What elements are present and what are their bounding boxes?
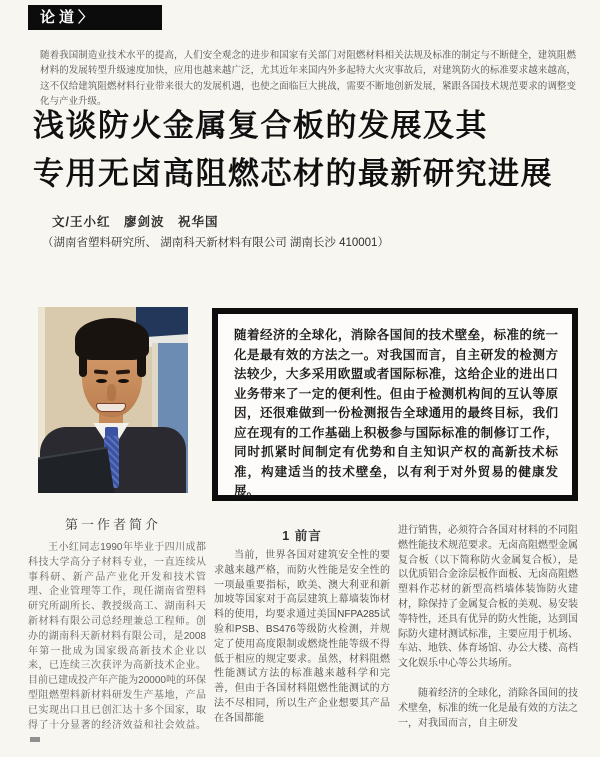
article-title-line1: 浅谈防火金属复合板的发展及其 (33, 108, 488, 143)
abstract-text: 随着经济的全球化，消除各国间的技术壁垒，标准的统一化是最有效的方法之一。对我国而言，自主研发的检测方法较少，大多采用欧盟或者国际标准，这给企业的进出口业务带来了一定的便利性。但由于检测机构间的互认等原因，还很难做到一份检测报告全球通用的最终目标，我们应在现有的工作基础上积极参与国际标准的制修订工作，同时抓紧时间制定有优势和自主知识产权的高新技术标准，构建适当的技术壁垒，以有利于对外贸易的健康发展。 (234, 328, 558, 498)
column-badge: 论道〉 (28, 5, 162, 30)
section-heading-preface: 1 前言 (282, 529, 322, 543)
photo-hair-right (137, 349, 146, 377)
photo-nose (107, 384, 116, 401)
author-bio-text: 王小红同志1990年毕业于四川成都科技大学高分子材料专业，一直连续从事科研、新产品产业化开发和技术管理、企业管理等工作，现任湖南省塑料研究所副所长、教授级高工、湖南科天新材料有限公司总经理兼总工程师。创办的湖南科天新材料有限公司，是2008年第一批成为国家级高新技术企业以来，已连续三次获评为高新技术企业。目前已建成投产年产能为20000吨的环保型阻燃塑料新材料研发生产基地，产品已实现出口且已创汇达十多个国家，取得了十分显著的经济效益和社会效益。 (28, 542, 206, 731)
right-column-paragraph-2: 随着经济的全球化，消除各国间的技术壁垒，标准的统一化是最有效的方法之一，对我国而言，自主研发 (398, 688, 578, 729)
author-byline: 文/王小红 廖剑波 祝华国 (52, 215, 219, 229)
article-title (33, 102, 581, 198)
standfirst-paragraph: 随着我国制造业技术水平的提高，人们安全观念的进步和国家有关部门对阻燃材料相关法规及标准的制定与不断健全，建筑阻燃材料的发展转型升级速度加快，应用也越来越广泛，尤其近年来国内外多起特大火灾事故后，对建筑防火的标准要求越来越高，这不仅给建筑阻燃材料行业带来很大的发展机遇，也使之面临巨大挑战，需要不断地创新发展，紧跟各国技术规范要求的调整变化与产业升级。 (40, 49, 576, 107)
preface-paragraph: 当前，世界各国对建筑安全性的要求越来越严格，而防火性能是安全性的一项最重要指标，欧美、澳大利亚和新加坡等国家对于高层建筑上幕墙装饰材料的使用，均要求通过美国NFPA285试验和PSB、BS476等级防火检测，并规定了使用高度限制或燃烧性能等级不得低于相应的规定要求。虽然，材料阻燃性能测试方法的标准越来越科学和完善，但由于各国材料阻燃性能测试的方法不尽相同，所以生产企业想要其产品在各国都能 (214, 550, 390, 724)
article-end-mark (30, 737, 40, 742)
article-title-line2: 专用无卤高阻燃芯材的最新研究进展 (33, 156, 553, 191)
author-bio-heading: 第一作者简介 (64, 517, 161, 532)
author-bio-paragraph (28, 541, 206, 748)
photo-eye-right (118, 379, 129, 383)
abstract-box (212, 308, 578, 501)
photo-eye-left (96, 379, 107, 383)
photo-mouth (96, 403, 126, 412)
author-affiliation: （湖南省塑料研究所、 湖南科天新材料有限公司 湖南长沙 410001） (42, 237, 389, 249)
author-photo (38, 307, 188, 493)
photo-hair-left (79, 349, 87, 377)
right-column-paragraph-1: 进行销售，必须符合各国对材料的不同阻燃性能技术规范要求。无卤高阻燃型金属复合板（以下简称防火金属复合板），是以优质铝合金涂层板作面板、无卤高阻燃塑料作芯材的新型高档墙体装饰防火建材，除保持了金属复合板的美观、易安装等特性，还具有优异的防火性能，达到国际防火建材测试标准，主要应用于机场、车站、地铁、体育场馆、办公大楼、高档文化娱乐中心等公共场所。 (398, 525, 578, 670)
